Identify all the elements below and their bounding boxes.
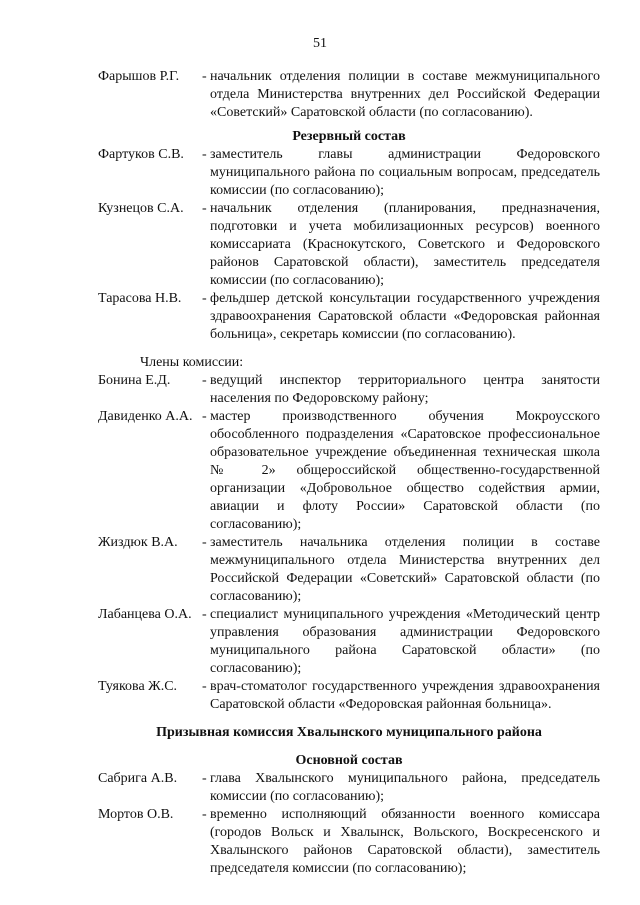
person-name: Фарышов Р.Г. (98, 69, 180, 84)
person-position: глава Хвалынского муниципального района, председатель комиссии (по согласованию); (210, 771, 600, 804)
entry-dash: - (202, 147, 207, 162)
person-name: Кузнецов С.А. (98, 201, 184, 216)
entry-dash: - (202, 807, 207, 822)
person-entry (98, 408, 600, 534)
person-name: Бонина Е.Д. (98, 373, 171, 388)
person-position: временно исполняющий обязанности военного комиссара (городов Вольск и Хвалынск, Вольского, Воскресенского и Хвалынского районов Саратовской области), заместитель председателя комиссии (по согласованию); (210, 807, 600, 876)
person-entry (98, 770, 600, 806)
person-entry (98, 68, 600, 122)
entry-dash: - (202, 535, 207, 550)
entry-dash: - (202, 291, 207, 306)
reserve-list (98, 146, 600, 344)
entry-dash: - (202, 771, 207, 786)
commission-heading: Призывная комиссия Хвалынского муниципального района (156, 725, 542, 740)
main-list (98, 770, 600, 878)
entry-dash: - (202, 373, 207, 388)
document-body (98, 68, 600, 878)
person-entry (98, 290, 600, 344)
person-entry (98, 806, 600, 878)
reserve-heading: Резервный состав (292, 129, 406, 144)
person-position: ведущий инспектор территориального центра занятости населения по Федоровскому району; (210, 373, 600, 406)
entry-dash: - (202, 679, 207, 694)
person-entry (98, 534, 600, 606)
person-entry (98, 200, 600, 290)
page-number: 51 (313, 36, 327, 51)
person-position: мастер производственного обучения Мокроусского обособленного подразделения «Саратовское профессиональное образовательное учреждение объединенная техническая школа № 2» общероссийской общественно-государственной организации «Добровольное общество содействия армии, авиации и флоту России» Саратовской области (по согласованию); (210, 409, 600, 532)
person-position: врач-стоматолог государственного учреждения здравоохранения Саратовской области «Федоровская районная больница». (210, 679, 600, 712)
person-position: начальник отделения (планирования, предназначения, подготовки и учета мобилизационных ресурсов) военного комиссариата (Краснокутского, Советского и Федоровского районов Саратовской области), заместитель председателя комиссии (по согласованию); (210, 201, 600, 288)
person-entry (98, 372, 600, 408)
person-name: Тарасова Н.В. (98, 291, 182, 306)
person-name: Туякова Ж.С. (98, 679, 178, 694)
entry-dash: - (202, 409, 207, 424)
commission-list-top (98, 68, 600, 122)
entry-dash: - (202, 201, 207, 216)
person-entry (98, 146, 600, 200)
person-position: фельдшер детской консультации государственного учреждения здравоохранения Саратовской области «Федоровская районная больница», секретарь комиссии (по согласованию). (210, 291, 600, 342)
person-name: Жиздюк В.А. (98, 535, 178, 550)
person-position: заместитель главы администрации Федоровского муниципального района по социальным вопросам, председатель комиссии (по согласованию); (210, 147, 600, 198)
entry-dash: - (202, 607, 207, 622)
person-position: начальник отделения полиции в составе межмуниципального отдела Министерства внутренних дел Российской Федерации «Советский» Саратовской области (по согласованию). (210, 69, 600, 120)
person-name: Фартуков С.В. (98, 147, 184, 162)
members-list (98, 372, 600, 714)
members-label: Члены комиссии: (140, 355, 244, 370)
person-position: заместитель начальника отделения полиции в составе межмуниципального отдела Министерства внутренних дел Российской Федерации «Советский» Саратовской области (по согласованию); (210, 535, 600, 604)
person-name: Лабанцева О.А. (98, 607, 192, 622)
person-name: Сабрига А.В. (98, 771, 178, 786)
person-entry (98, 606, 600, 678)
person-name: Мортов О.В. (98, 807, 174, 822)
person-name: Давиденко А.А. (98, 409, 193, 424)
person-position: специалист муниципального учреждения «Методический центр управления образования администрации Федоровского муниципального района Саратовской области» (по согласованию); (210, 607, 600, 676)
entry-dash: - (202, 69, 207, 84)
person-entry (98, 678, 600, 714)
main-heading: Основной состав (295, 753, 403, 768)
